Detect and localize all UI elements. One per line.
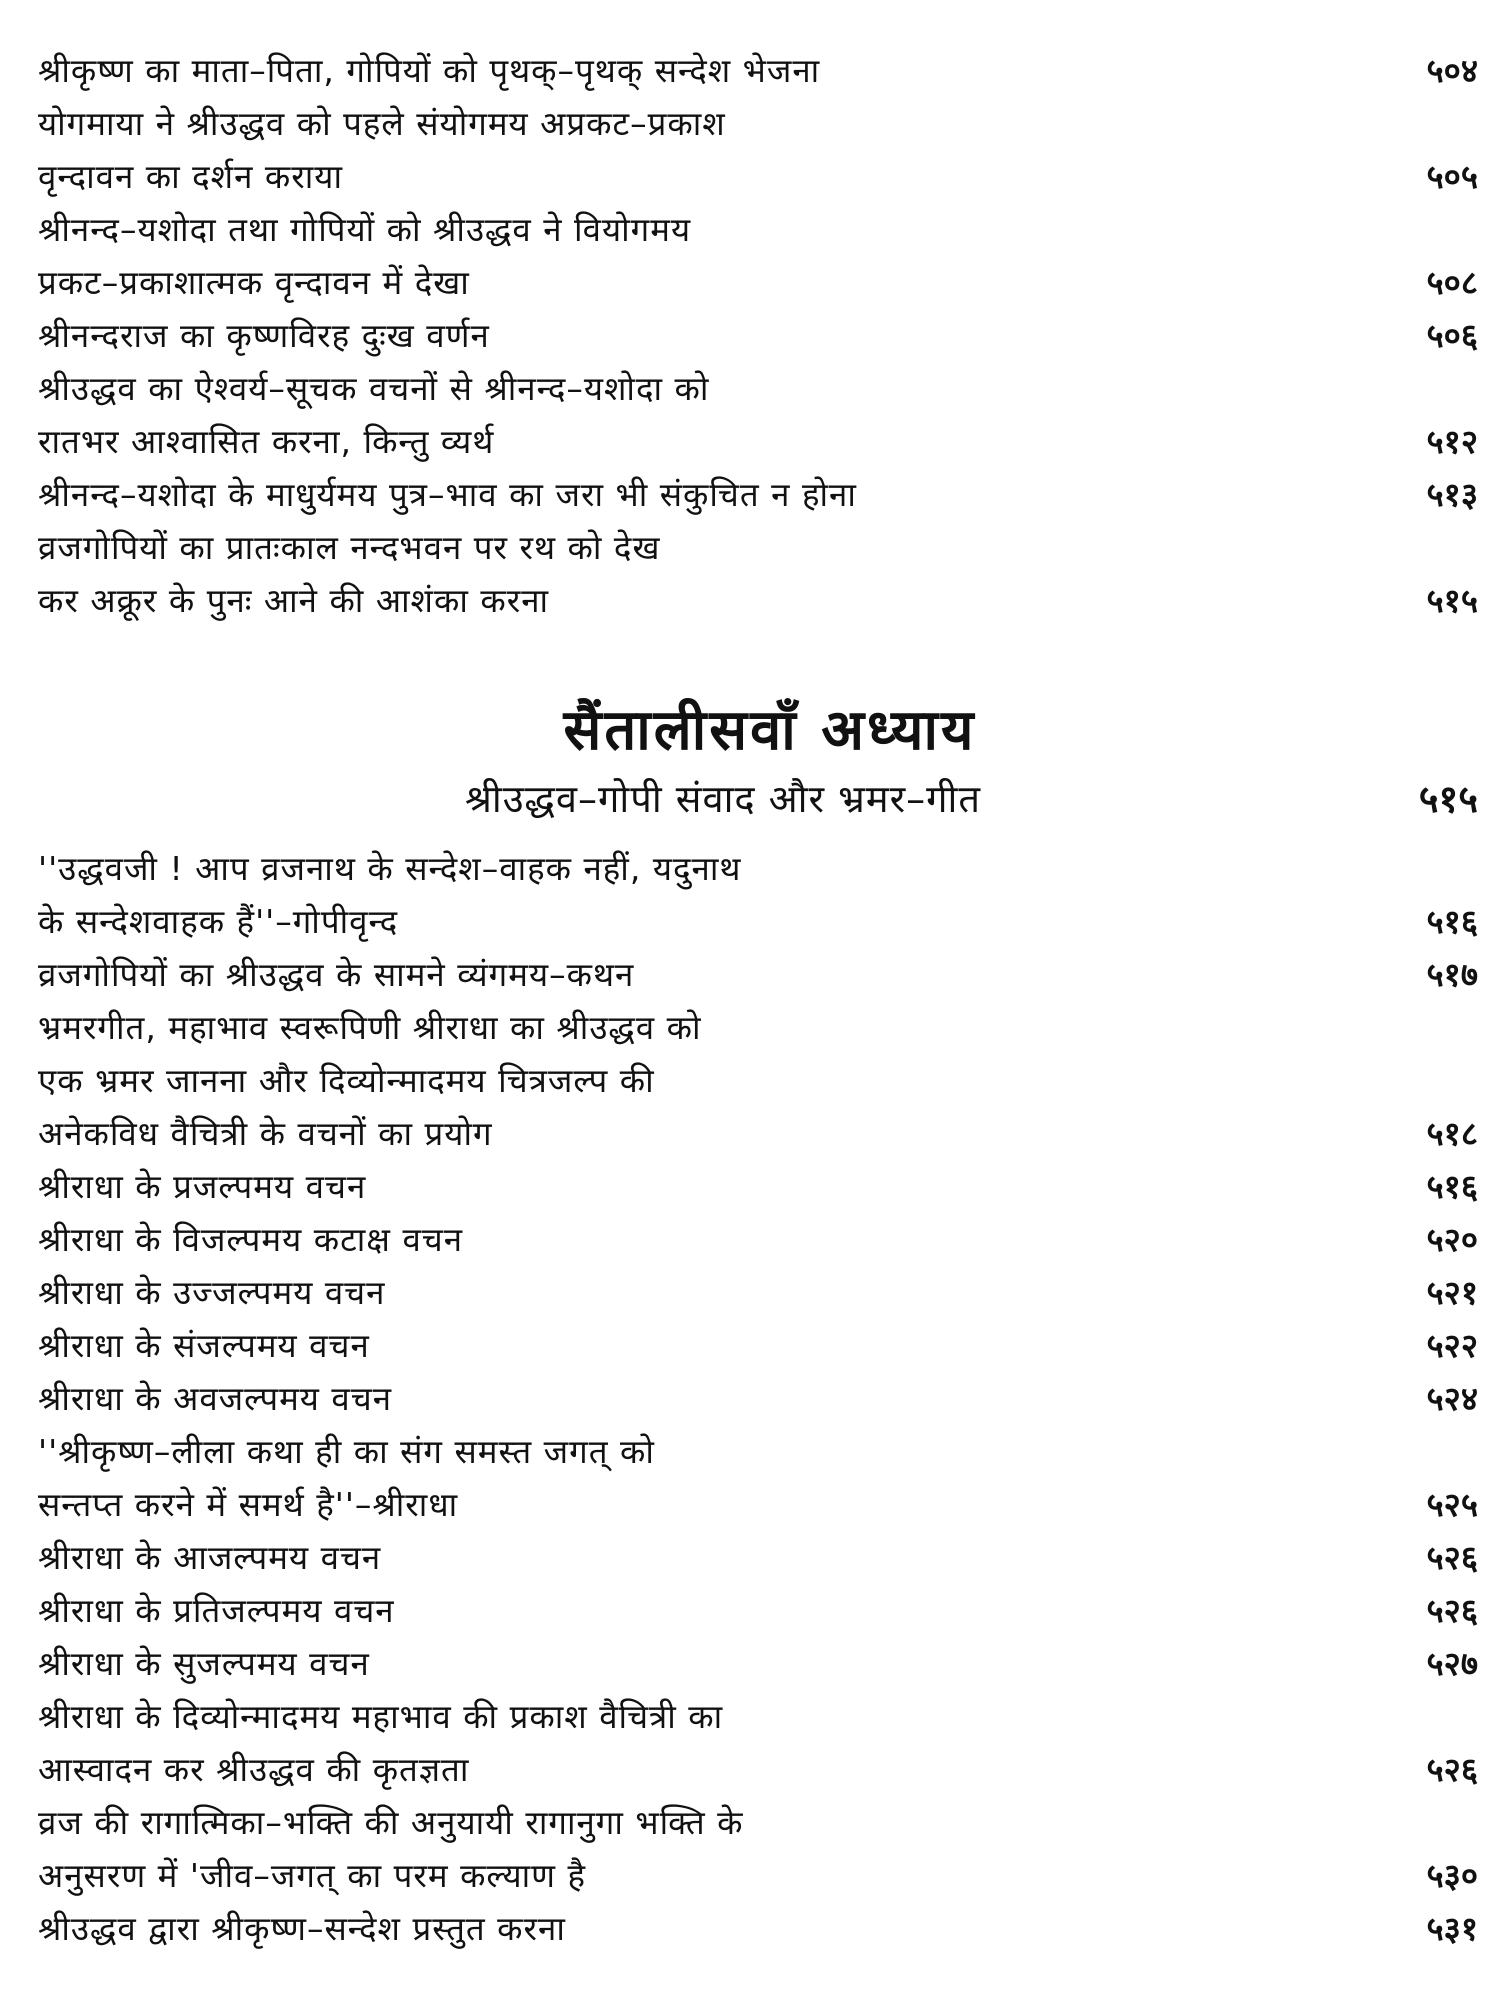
toc-entry-text: अनेकविध वैचित्री के वचनों का प्रयोग [38, 1114, 493, 1153]
toc-entry-page: ५१३ [1426, 475, 1478, 514]
toc-entry [38, 362, 1478, 415]
toc-entry-text: श्रीउद्धव का ऐश्वर्य–सूचक वचनों से श्रीनन्द–यशोदा को [38, 369, 710, 408]
toc-entry-text: श्रीराधा के प्रजल्पमय वचन [38, 1167, 367, 1206]
toc-entry [38, 1690, 1478, 1743]
toc-entry [38, 574, 1478, 627]
toc-entry-page: ५१६ [1426, 1167, 1478, 1206]
toc-entry-page: ५२६ [1426, 1750, 1478, 1789]
toc-entry-text: योगमाया ने श्रीउद्धव को पहले संयोगमय अप्रकट–प्रकाश [38, 104, 726, 143]
toc-entry [38, 1637, 1478, 1690]
toc-entry [38, 1584, 1478, 1637]
toc-entry [38, 1054, 1478, 1107]
toc-entry-text: श्रीराधा के आजल्पमय वचन [38, 1538, 382, 1577]
toc-entry-page: ५३१ [1426, 1909, 1478, 1948]
toc-entry [38, 895, 1478, 948]
toc-entry-page: ५१७ [1426, 955, 1478, 994]
toc-entry [38, 309, 1478, 362]
toc-entry [38, 97, 1478, 150]
toc-entry-page: ५२० [1426, 1220, 1478, 1259]
toc-entry-text: प्रकट–प्रकाशात्मक वृन्दावन में देखा [38, 263, 470, 302]
toc-entry [38, 1743, 1478, 1796]
toc-entry-text: श्रीराधा के दिव्योन्मादमय महाभाव की प्रकाश वैचित्री का [38, 1697, 724, 1736]
toc-entry-page: ५१६ [1426, 902, 1478, 941]
toc-entry-page: ५२५ [1426, 1485, 1478, 1524]
toc-entry [38, 1902, 1478, 1955]
toc-entry-page: ५०४ [1426, 51, 1478, 90]
toc-entry [38, 1372, 1478, 1425]
toc-entry [38, 256, 1478, 309]
toc-entry [38, 150, 1478, 203]
toc-entry [38, 948, 1478, 1001]
toc-entry-page: ५२४ [1426, 1379, 1478, 1418]
toc-entry-text: के सन्देशवाहक हैं''–गोपीवृन्द [38, 902, 399, 941]
toc-entry-text: श्रीराधा के अवजल्पमय वचन [38, 1379, 393, 1418]
toc-entry-text: ''श्रीकृष्ण–लीला कथा ही का संग समस्त जगत् को [38, 1432, 655, 1471]
toc-entry [38, 1107, 1478, 1160]
toc-entry-page: ५२२ [1426, 1326, 1478, 1365]
toc-entry [38, 44, 1478, 97]
toc-entry-text: अनुसरण में 'जीव–जगत् का परम कल्याण है [38, 1856, 587, 1895]
toc-entry-text: श्रीकृष्ण का माता–पिता, गोपियों को पृथक्–पृथक् सन्देश भेजना [38, 51, 821, 90]
chapter-page: ५१५ [1418, 777, 1478, 821]
toc-entry-text: श्रीउद्धव द्वारा श्रीकृष्ण–सन्देश प्रस्तुत करना [38, 1909, 566, 1948]
toc-entry-text: सन्तप्त करने में समर्थ है''–श्रीराधा [38, 1485, 459, 1524]
toc-entry-text: श्रीनन्द–यशोदा तथा गोपियों को श्रीउद्धव ने वियोगमय [38, 210, 692, 249]
toc-entry-page: ५१२ [1426, 422, 1478, 461]
toc-entry-page: ५२६ [1426, 1538, 1478, 1577]
chapter-title: सैंतालीसवाँ अध्याय [563, 698, 977, 763]
toc-entry-text: रातभर आश्वासित करना, किन्तु व्यर्थ [38, 422, 495, 461]
toc-entry-page: ५०६ [1426, 316, 1478, 355]
toc-entry-page: ५२१ [1426, 1273, 1478, 1312]
toc-entry-text: व्रजगोपियों का प्रातःकाल नन्दभवन पर रथ को देख [38, 528, 661, 567]
toc-entry [38, 1531, 1478, 1584]
toc-entry [38, 1796, 1478, 1849]
toc-entry-text: व्रजगोपियों का श्रीउद्धव के सामने व्यंगमय–कथन [38, 955, 635, 994]
toc-entry [38, 1213, 1478, 1266]
chapter-subtitle-row [38, 772, 1478, 824]
toc-entry-text: वृन्दावन का दर्शन कराया [38, 157, 343, 196]
toc-entry-page: ५१५ [1426, 581, 1478, 620]
toc-entry-page: ५०५ [1426, 157, 1478, 196]
toc-entry [38, 1849, 1478, 1902]
toc-entry [38, 1160, 1478, 1213]
toc-entry-page: ५३० [1426, 1856, 1478, 1895]
toc-entry-text: श्रीराधा के प्रतिजल्पमय वचन [38, 1591, 395, 1630]
toc-entry [38, 842, 1478, 895]
toc-entry-page: ५२७ [1426, 1644, 1478, 1683]
toc-entry [38, 521, 1478, 574]
toc-entry-text: श्रीराधा के उज्जल्पमय वचन [38, 1273, 386, 1312]
toc-section-chapter-47 [38, 842, 1478, 1955]
toc-entry [38, 1425, 1478, 1478]
toc-entry [38, 1266, 1478, 1319]
toc-entry-text: श्रीनन्द–यशोदा के माधुर्यमय पुत्र–भाव का जरा भी संकुचित न होना [38, 475, 857, 514]
toc-entry-page: ५२६ [1426, 1591, 1478, 1630]
toc-entry-text: श्रीराधा के संजल्पमय वचन [38, 1326, 370, 1365]
toc-entry-text: ''उद्धवजी ! आप व्रजनाथ के सन्देश–वाहक नहीं, यदुनाथ [38, 849, 742, 888]
toc-entry-text: श्रीराधा के सुजल्पमय वचन [38, 1644, 370, 1683]
toc-entry-text: आस्वादन कर श्रीउद्धव की कृतज्ञता [38, 1750, 470, 1789]
toc-entry [38, 415, 1478, 468]
toc-entry-page: ५०८ [1426, 263, 1478, 302]
toc-entry [38, 1319, 1478, 1372]
toc-section-previous-chapter [38, 44, 1478, 627]
chapter-subtitle: श्रीउद्धव–गोपी संवाद और भ्रमर–गीत [464, 777, 982, 821]
toc-entry [38, 1478, 1478, 1531]
toc-entry-page: ५१८ [1426, 1114, 1478, 1153]
toc-entry [38, 1001, 1478, 1054]
toc-entry [38, 203, 1478, 256]
toc-entry-text: एक भ्रमर जानना और दिव्योन्मादमय चित्रजल्प की [38, 1061, 655, 1100]
toc-entry-text: श्रीराधा के विजल्पमय कटाक्ष वचन [38, 1220, 464, 1259]
toc-entry [38, 468, 1478, 521]
toc-entry-text: व्रज की रागात्मिका–भक्ति की अनुयायी रागानुगा भक्ति के [38, 1803, 744, 1842]
toc-entry-text: कर अक्रूर के पुनः आने की आशंका करना [38, 581, 550, 620]
toc-entry-text: श्रीनन्दराज का कृष्णविरह दुःख वर्णन [38, 316, 490, 355]
toc-entry-text: भ्रमरगीत, महाभाव स्वरूपिणी श्रीराधा का श्रीउद्धव को [38, 1008, 702, 1047]
